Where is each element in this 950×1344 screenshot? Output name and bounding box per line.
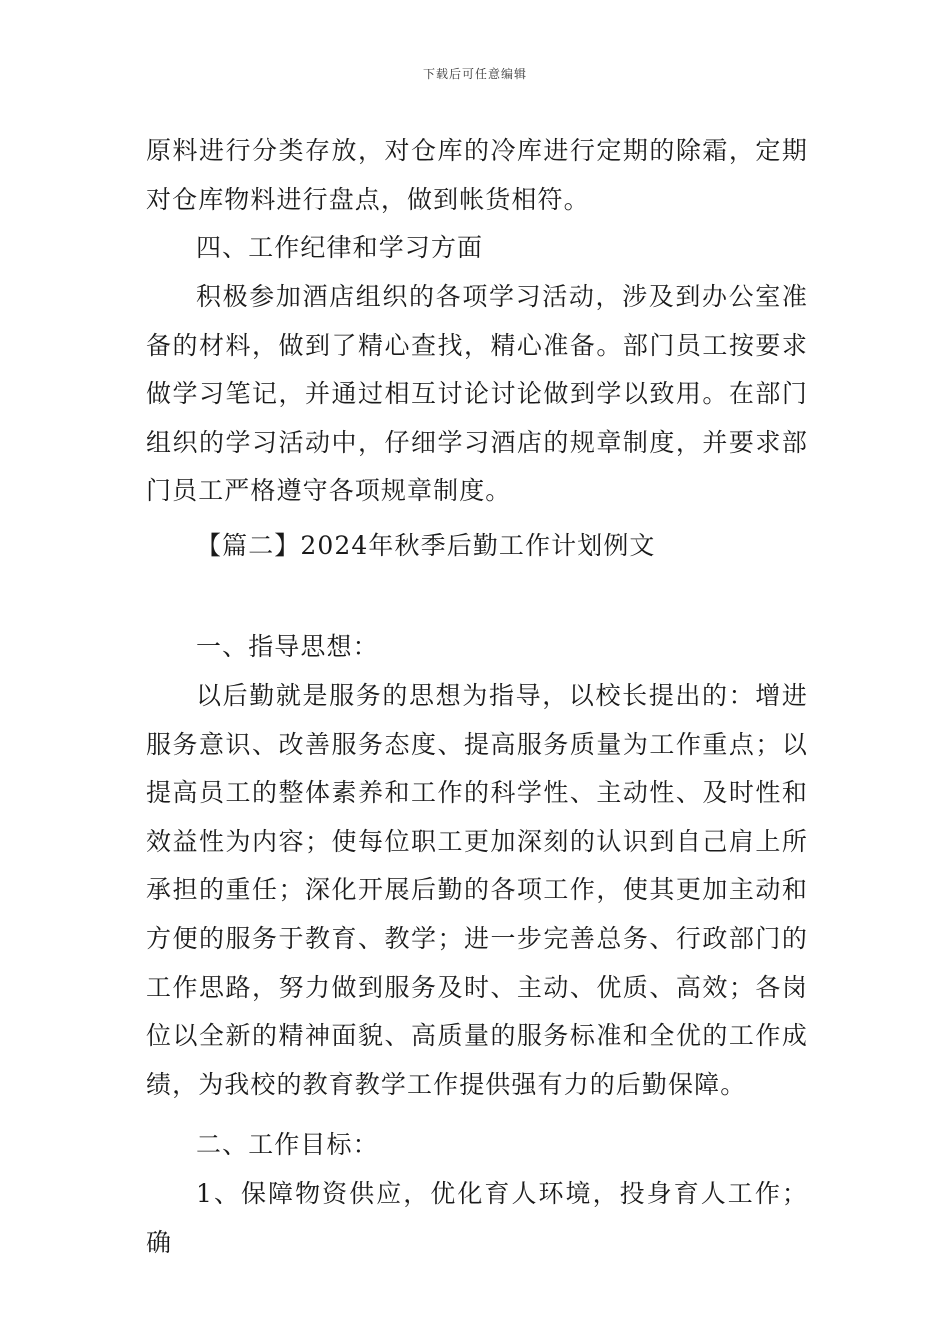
article-title: 【篇二】2024年秋季后勤工作计划例文: [196, 531, 656, 560]
section-heading-guiding-thought: 一、指导思想：: [196, 632, 379, 661]
section-heading-discipline: 四、工作纪律和学习方面: [196, 233, 484, 262]
paragraph-storage: 原料进行分类存放，对仓库的冷库进行定期的除霜，定期对仓库物料进行盘点，做到帐货相符。: [146, 136, 808, 214]
download-note: 下载后可任意编辑: [422, 67, 527, 81]
paragraph-guiding-thought: 以后勤就是服务的思想为指导，以校长提出的：增进服务意识、改善服务态度、提高服务质量为工作重点；以提高员工的整体素养和工作的科学性、主动性、及时性和效益性为内容；使每位职工更加深刻的认识到自己肩上所承担的重任；深化开展后勤的各项工作，使其更加主动和方便的服务于教育、教学；进一步完善总务、行政部门的工作思路，努力做到服务及时、主动、优质、高效；各岗位以全新的精神面貌、高质量的服务标准和全优的工作成绩，为我校的教育教学工作提供强有力的后勤保障。: [146, 681, 808, 1099]
section-heading-work-goals: 二、工作目标：: [196, 1130, 379, 1159]
paragraph-study-activities: 积极参加酒店组织的各项学习活动，涉及到办公室准备的材料，做到了精心查找，精心准备。部门员工按要求做学习笔记，并通过相互讨论讨论做到学以致用。在部门组织的学习活动中，仔细学习酒店的规章制度，并要求部门员工严格遵守各项规章制度。: [146, 282, 808, 506]
paragraph-goal-1: 1、保障物资供应，优化育人环境，投身育人工作；确: [146, 1179, 808, 1257]
